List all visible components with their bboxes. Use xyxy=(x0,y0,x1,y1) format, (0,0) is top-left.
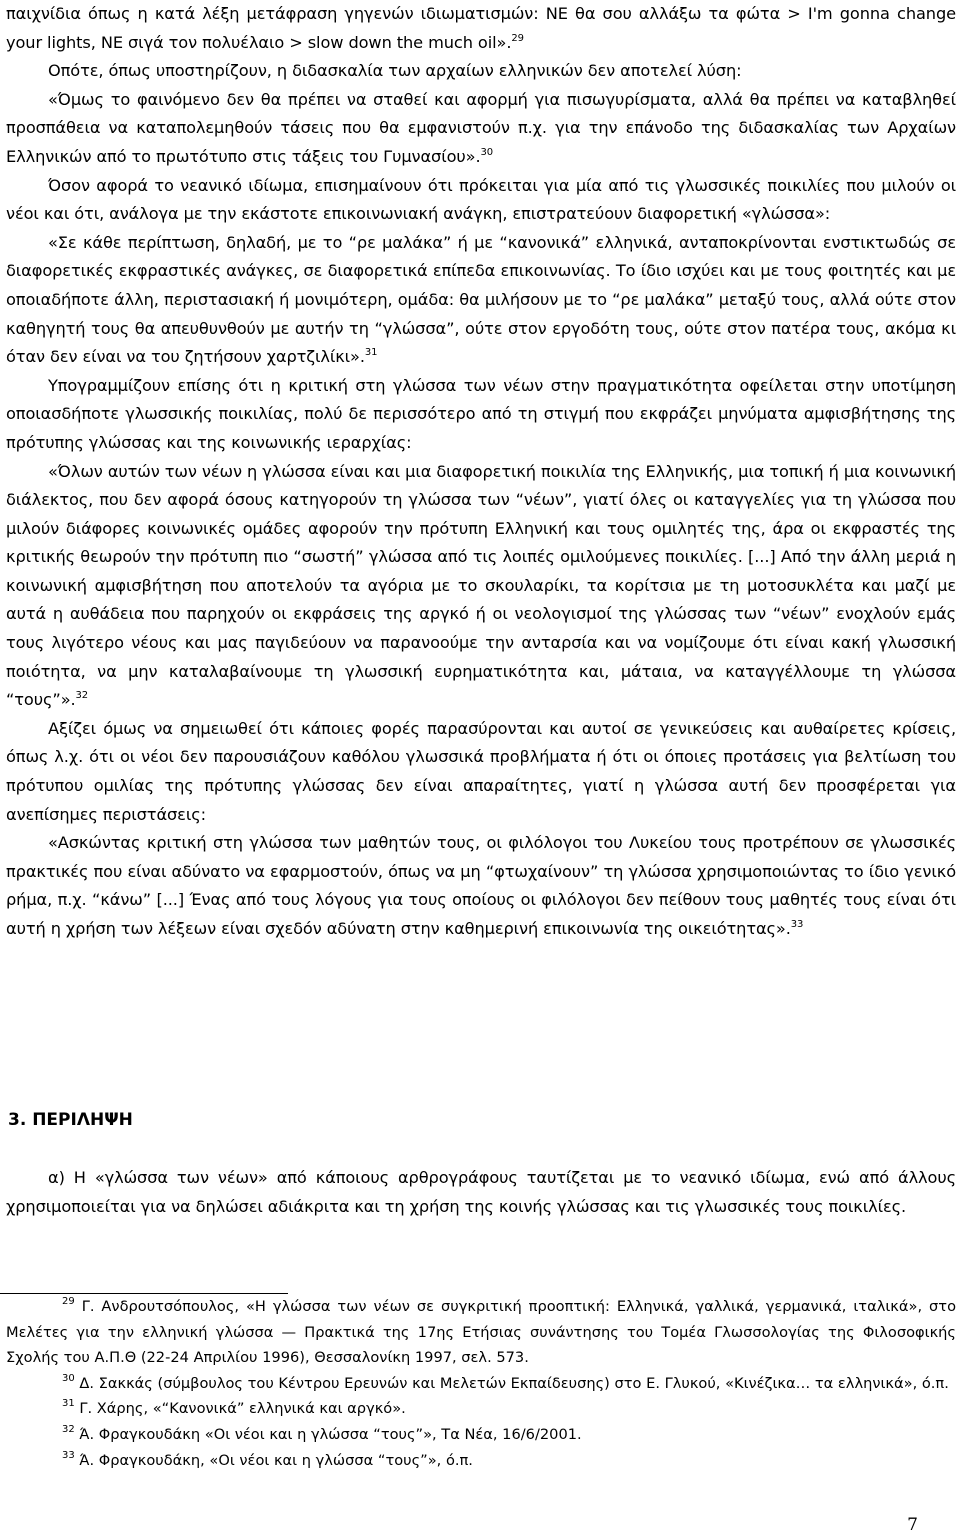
quote-1: «Όμως το φαινόμενο δεν θα πρέπει να σταθεί και αφορμή για πισωγυρίσματα, αλλά θα πρέπει να καταβληθεί προσπάθεια να καταπολεμηθούν τάσεις που θα εμφανιστούν π.χ. για την επάνοδο της διδασκαλίας των Αρχαίων Ελληνικών από το πρωτότυπο στις τάξεις του Γυμνασίου».$^{30}$ xyxy=(6,89,956,166)
quote-3: «Όλων αυτών των νέων η γλώσσα είναι και μια διαφορετική ποικιλία της Ελληνικής, μια τοπική ή μια κοινωνική διάλεκτος, που δεν αφορά όσους κατηγορούν τη γλώσσα των “νέων”, γιατί όλες οι καταγγελίες για τη γλώσσα που μιλούν διάφορες κοινωνικές ομάδες αφορούν την πρότυπη Ελληνική και τους ομιλητές της, άρα οι εκφραστές της κριτικής θεωρούν την πρότυπη πιο “σωστή” γλώσσα από τις λοιπές ομιλούμενες ποικιλίες. [...] Από την άλλη μεριά η κοινωνική αμφισβήτηση που αποτελούν τα αγόρια με το σκουλαρίκι, τα κορίτσια με τη μοτοσυκλέτα και μαζί με αυτά η αυθάδεια που παρηχούν οι εκφράσεις της αργκό ή οι νεολογισμοί της γλώσσας των “νέων” ενοχλούν εμάς τους λιγότερο νέους και μας παγιδεύουν να παρανοούμε την ανταρσία και να νομίζουμε ότι είναι κακή γλωσσική ποιότητα, να μην καταλαβαίνουμε τη γλωσσική ευρηματικότητα και, μάταια, να καταγγέλλουμε τη γλώσσα “τους”».$^{32}$ xyxy=(6,461,956,710)
paragraph-2: Οπότε, όπως υποστηρίζουν, η διδασκαλία των αρχαίων ελληνικών δεν αποτελεί λύση: xyxy=(48,61,742,81)
footnote-33: $^{33}$ Ά. Φραγκουδάκη, «Οι νέοι και η γλώσσα “τους”», ό.π. xyxy=(62,1449,473,1469)
footnote-ref[interactable]: 33 xyxy=(790,919,804,930)
summary-section xyxy=(6,1164,956,1221)
quote-4: «Ασκώντας κριτική στη γλώσσα των μαθητών τους, οι φιλόλογοι του Λυκείου τους προτρέπουν σε γλωσσικές πρακτικές που είναι αδύνατο να εφαρμοστούν, όπως να μη “φτωχαίνουν” τη γλώσσα χρησιμοποιώντας το ίδιο γενικό ρήμα, π.χ. “κάνω” [...] Ένας από τους λόγους για τους οποίους οι φιλόλογοι δεν πείθουν τους μαθητές τους είναι ότι αυτή η χρήση των λέξεων είναι σχεδόν αδύνατη στην καθημερινή επικοινωνία της οικειότητας».$^{33}$ xyxy=(6,833,956,938)
footnote-ref[interactable]: 30 xyxy=(480,146,494,158)
paragraph-3: Όσον αφορά το νεανικό ιδίωμα, επισημαίνουν ότι πρόκειται για μία από τις γλωσσικές ποικιλίες που μιλούν οι νέοι και ότι, ανάλογα με την εκάστοτε επικοινωνιακή ανάγκη, επιστρατεύουν διαφορετική «γλώσσα»: xyxy=(6,175,956,224)
section-heading: 3. ΠΕΡΙΛΗΨΗ xyxy=(8,1110,133,1130)
quote-2: «Σε κάθε περίπτωση, δηλαδή, με το “ρε μαλάκα” ή με “κανονικά” ελληνικά, ανταποκρίνονται ενστικτωδώς σε διαφορετικές εκφραστικές ανάγκες, σε διαφορετικά επίπεδα επικοινωνίας. Το ίδιο ισχύει και με τους φοιτητές και με οποιαδήποτε άλλη, περιστασιακή ή μονιμότερη, ομάδα: θα μιλήσουν με το “ρε μαλάκα” μεταξύ τους, αλλά ούτε στον καθηγητή τους θα απευθυνθούν με αυτήν τη “γλώσσα”, ούτε στον εργοδότη τους, ούτε στον πατέρα τους, ακόμα κι όταν δεν είναι να του ζητήσουν χαρτζιλίκι».$^{31}$ xyxy=(6,232,956,367)
page-number: 7 xyxy=(907,1515,918,1535)
paragraph-4: Υπογραμμίζουν επίσης ότι η κριτική στη γλώσσα των νέων στην πραγματικότητα οφείλεται στην υποτίμηση οποιασδήποτε γλωσσικής ποικιλίας, πολύ δε περισσότερο από τη στιγμή που εκφράζει μηνύματα αμφισβήτησης της πρότυπης γλώσσας και της κοινωνικής ιεραρχίας: xyxy=(6,375,956,452)
paragraph-1: παιχνίδια όπως η κατά λέξη μετάφραση γηγενών ιδιωματισμών: ΝΕ θα σου αλλάξω τα φώτα > I'm gonna change your lights, ΝΕ σιγά τον πολυέλαιο > slow down the much oil».$^{29}$ xyxy=(6,4,956,52)
footnote-31: $^{31}$ Γ. Χάρης, «“Κανονικά” ελληνικά και αργκό». xyxy=(62,1398,406,1418)
summary-item-a: α) Η «γλώσσα των νέων» από κάποιους αρθρογράφους ταυτίζεται με το νεανικό ιδίωμα, ενώ από άλλους χρησιμοποιείται για να δηλώσει αδιάκριτα και τη χρήση της κοινής γλώσσας και τις γλωσσικές τους ποικιλίες. xyxy=(6,1168,956,1216)
document-page xyxy=(6,0,956,944)
paragraph-5: Αξίζει όμως να σημειωθεί ότι κάποιες φορές παρασύρονται και αυτοί σε γενικεύσεις και αυθαίρετες κρίσεις, όπως λ.χ. ότι οι νέοι δεν παρουσιάζουν καθόλου γλωσσικά προβλήματα ή ότι οι όποιες προτάσεις για βελτίωση του πρότυπου ομιλίας της πρότυπης γλώσσας δεν είναι απαραίτητες, γιατί η γλώσσα αυτή δεν προσφέρεται για ανεπίσημες περιστάσεις: xyxy=(6,718,956,824)
footnote-32: $^{32}$ Ά. Φραγκουδάκη «Οι νέοι και η γλώσσα “τους”», Τα Νέα, 16/6/2001. xyxy=(62,1423,582,1443)
footnotes xyxy=(6,1294,956,1473)
footnote-30: $^{30}$ Δ. Σακκάς (σύμβουλος του Κέντρου Ερευνών και Μελετών Εκπαίδευσης) στο Ε. Γλυκού, «Κινέζικα… τα ελληνικά», ό.π. xyxy=(62,1372,949,1392)
footnote-ref[interactable]: 29 xyxy=(511,32,524,44)
footnote-29: $^{29}$ Γ. Ανδρουτσόπουλος, «Η γλώσσα των νέων σε συγκριτική προοπτική: Ελληνικά, γαλλικά, γερμανικά, ιταλικά», στο Μελέτες για την ελληνική γλώσσα — Πρακτικά της 17ης Ετήσιας συνάντησης του Τομέα Γλωσσολογίας της Φιλοσοφικής Σχολής του Α.Π.Θ (22-24 Απριλίου 1996), Θεσσαλονίκη 1997, σελ. 573. xyxy=(6,1296,957,1367)
footnote-ref[interactable]: 32 xyxy=(75,690,89,702)
footnote-ref[interactable]: 31 xyxy=(364,347,378,359)
